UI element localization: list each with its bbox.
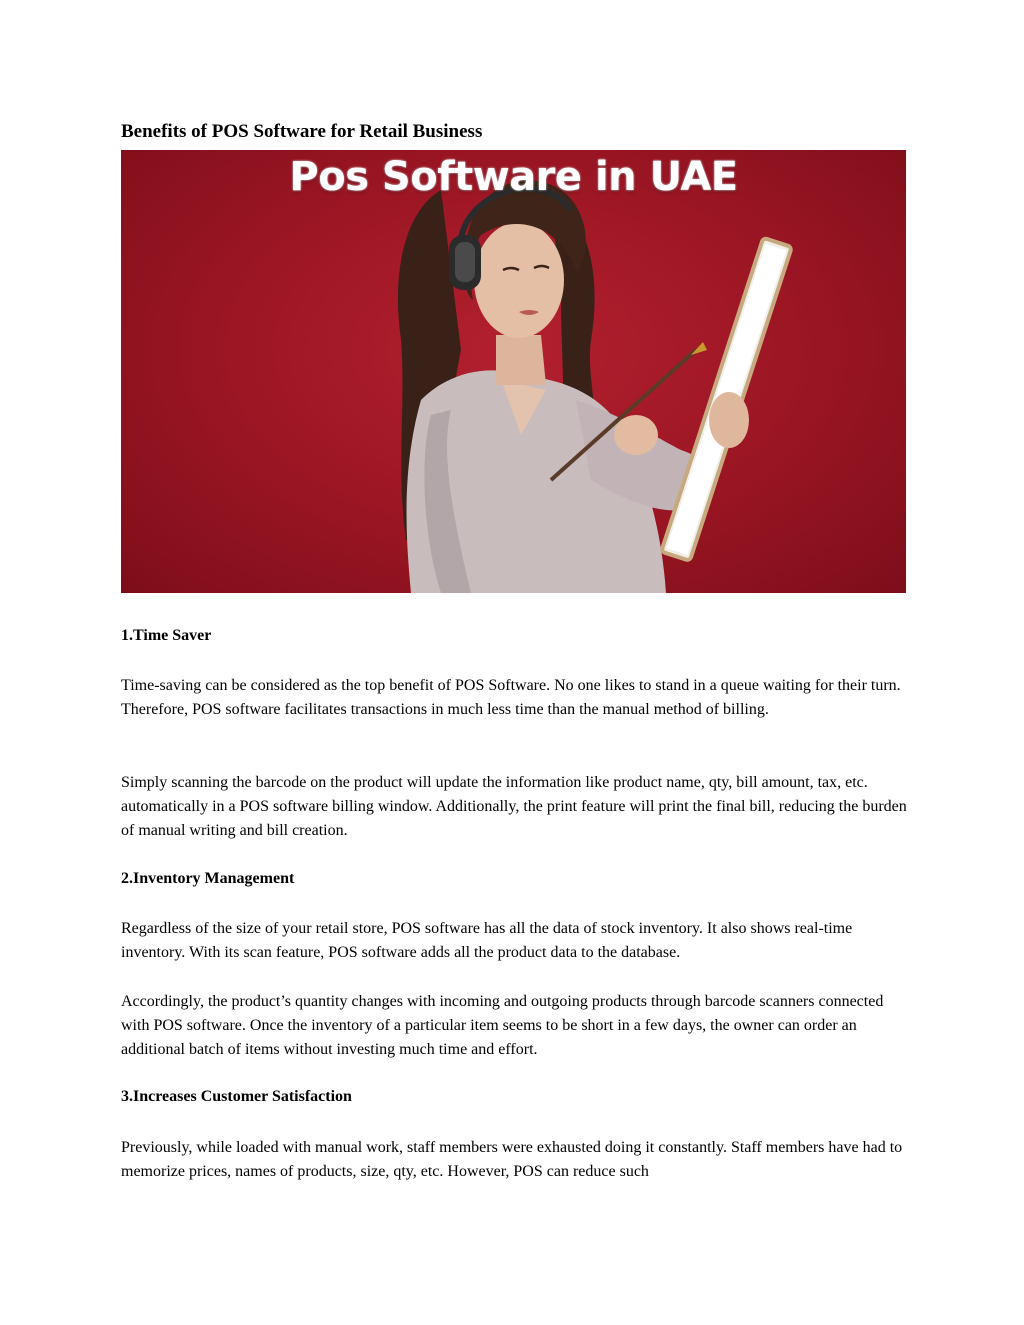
- section-paragraph: Previously, while loaded with manual work, staff members were exhausted doing it constantly. Staff members have had to memorize prices, names of products, size, qty, etc. However, POS can reduce such: [121, 1139, 903, 1180]
- section-paragraph: Accordingly, the product’s quantity changes with incoming and outgoing products through barcode scanners connected with POS software. Once the inventory of a particular item seems to be short in a few days, the owner can order an additional batch of items without investing much time and effort.: [121, 993, 884, 1058]
- hero-image: [121, 150, 906, 593]
- section-paragraph: Regardless of the size of your retail store, POS software has all the data of stock inventory. It also shows real-time inventory. With its scan feature, POS software adds all the product data to the database.: [121, 920, 853, 961]
- section-heading-inventory-management: 2.Inventory Management: [121, 870, 295, 887]
- document-title: Benefits of POS Software for Retail Business: [121, 121, 483, 142]
- section-paragraph: Time-saving can be considered as the top benefit of POS Software. No one likes to stand in a queue waiting for their turn. Therefore, POS software facilitates transactions in much less time than the manual method of billing.: [121, 677, 901, 718]
- hero-banner-text: Pos Software in UAE: [289, 154, 738, 200]
- section-paragraph: Simply scanning the barcode on the product will update the information like product name, qty, bill amount, tax, etc. automatically in a POS software billing window. Additionally, the print feature will print the final bill, reducing the burden of manual writing and bill creation.: [121, 774, 907, 839]
- woman-painting-illustration: [121, 150, 906, 593]
- section-heading-time-saver: 1.Time Saver: [121, 627, 212, 644]
- section-heading-customer-satisfaction: 3.Increases Customer Satisfaction: [121, 1088, 352, 1105]
